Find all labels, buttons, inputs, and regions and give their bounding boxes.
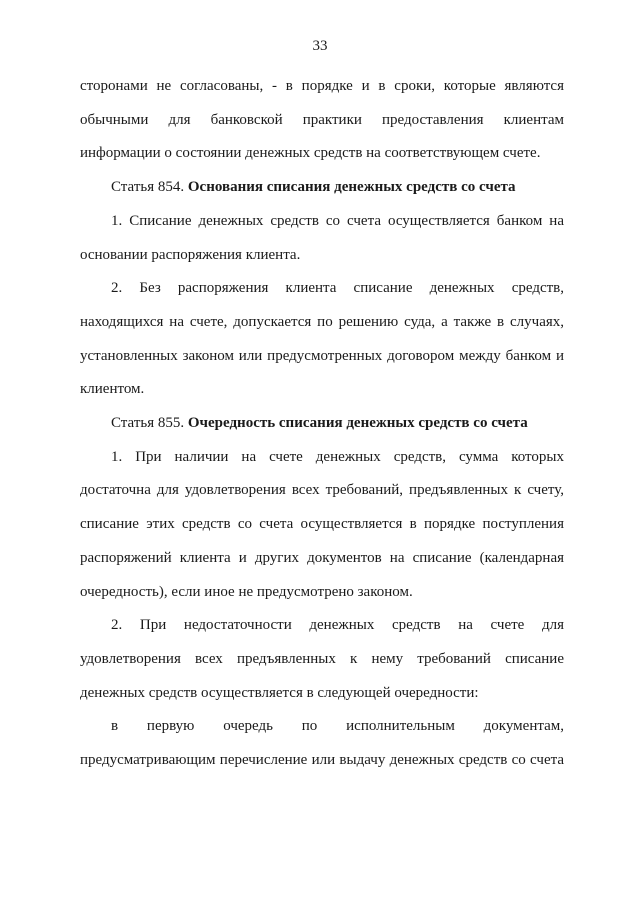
page-number: 33: [312, 38, 328, 54]
article-854-number: Статья 854.: [111, 179, 185, 196]
paragraph-continuation: сторонами не согласованы, - в порядке и в сроки, которые являются обычными для банковской практики предоставления клиентам информации о состоянии денежных средств на соответствующем счете.: [80, 78, 564, 162]
article-855-clause-2: 2. При недостаточности денежных средств на счете для удовлетворения всех предъявленных к нему требований списание денежных средств осуществляется в следующей очередности:: [80, 617, 564, 701]
article-855-first-priority: в первую очередь по исполнительным документам, предусматривающим перечисление или выдачу денежных средств со счета: [80, 718, 564, 769]
article-854-heading: [80, 171, 564, 205]
article-854-clause-2: 2. Без распоряжения клиента списание денежных средств, находящихся на счете, допускается по решению суда, а также в случаях, установленных законом или предусмотренных договором между банком и клиентом.: [80, 280, 564, 398]
article-855-clause-1: 1. При наличии на счете денежных средств, сумма которых достаточна для удовлетворения всех требований, предъявленных к счету, списание этих средств со счета осуществляется в порядке поступления распоряжений клиента и других документов на списание (календарная очередность), если иное не предусмотрено законом.: [80, 448, 564, 600]
article-855-number: Статья 855.: [111, 415, 185, 432]
article-855-title: Очередность списания денежных средств со счета: [187, 415, 528, 432]
article-854-title: Основания списания денежных средств со счета: [187, 179, 516, 196]
article-855-heading: [80, 407, 564, 441]
document-body: [80, 70, 564, 778]
article-854-clause-1: 1. Списание денежных средств со счета осуществляется банком на основании распоряжения клиента.: [80, 212, 564, 263]
